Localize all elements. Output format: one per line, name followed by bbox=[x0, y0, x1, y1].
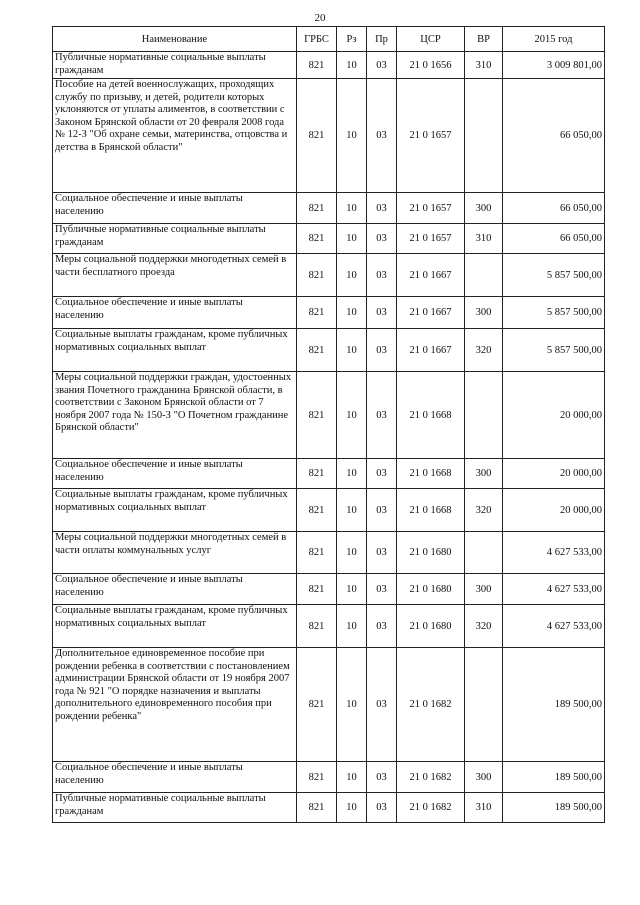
row-csr: 21 0 1657 bbox=[397, 193, 465, 224]
table-row bbox=[53, 762, 605, 793]
row-vr: 310 bbox=[465, 224, 503, 254]
header-rz: Рз bbox=[337, 27, 367, 52]
row-pr: 03 bbox=[367, 574, 397, 605]
row-csr: 21 0 1667 bbox=[397, 329, 465, 372]
row-pr: 03 bbox=[367, 532, 397, 574]
row-grbs: 821 bbox=[297, 193, 337, 224]
header-year: 2015 год bbox=[503, 27, 605, 52]
row-pr: 03 bbox=[367, 459, 397, 489]
row-grbs: 821 bbox=[297, 605, 337, 648]
row-rz: 10 bbox=[337, 793, 367, 823]
row-rz: 10 bbox=[337, 254, 367, 297]
row-pr: 03 bbox=[367, 793, 397, 823]
row-vr bbox=[465, 254, 503, 297]
row-name: Публичные нормативные социальные выплаты гражданам bbox=[53, 52, 297, 79]
row-rz: 10 bbox=[337, 762, 367, 793]
row-grbs: 821 bbox=[297, 52, 337, 79]
row-amount: 5 857 500,00 bbox=[503, 297, 605, 329]
row-grbs: 821 bbox=[297, 574, 337, 605]
row-vr: 300 bbox=[465, 459, 503, 489]
row-name: Публичные нормативные социальные выплаты гражданам bbox=[53, 793, 297, 823]
row-amount: 20 000,00 bbox=[503, 489, 605, 532]
row-csr: 21 0 1657 bbox=[397, 224, 465, 254]
row-vr: 300 bbox=[465, 193, 503, 224]
row-amount: 66 050,00 bbox=[503, 224, 605, 254]
row-name: Меры социальной поддержки граждан, удостоенных звания Почетного гражданина Брянской области, в соответствии с Законом Брянской области от 7 ноября 2007 года № 150-З "О Почетном гражданине Брянской области" bbox=[53, 372, 297, 459]
row-csr: 21 0 1680 bbox=[397, 574, 465, 605]
table-row bbox=[53, 459, 605, 489]
row-name: Социальные выплаты гражданам, кроме публичных нормативных социальных выплат bbox=[53, 605, 297, 648]
row-pr: 03 bbox=[367, 79, 397, 193]
row-csr: 21 0 1657 bbox=[397, 79, 465, 193]
row-pr: 03 bbox=[367, 762, 397, 793]
row-rz: 10 bbox=[337, 297, 367, 329]
header-vr: ВР bbox=[465, 27, 503, 52]
row-rz: 10 bbox=[337, 52, 367, 79]
row-csr: 21 0 1682 bbox=[397, 648, 465, 762]
row-amount: 189 500,00 bbox=[503, 762, 605, 793]
row-vr bbox=[465, 648, 503, 762]
row-vr: 300 bbox=[465, 297, 503, 329]
row-grbs: 821 bbox=[297, 489, 337, 532]
row-grbs: 821 bbox=[297, 329, 337, 372]
header-csr: ЦСР bbox=[397, 27, 465, 52]
row-grbs: 821 bbox=[297, 297, 337, 329]
row-pr: 03 bbox=[367, 372, 397, 459]
row-pr: 03 bbox=[367, 605, 397, 648]
row-name: Социальные выплаты гражданам, кроме публичных нормативных социальных выплат bbox=[53, 489, 297, 532]
row-pr: 03 bbox=[367, 224, 397, 254]
row-rz: 10 bbox=[337, 79, 367, 193]
row-name: Социальное обеспечение и иные выплаты населению bbox=[53, 297, 297, 329]
header-pr: Пр bbox=[367, 27, 397, 52]
row-vr: 320 bbox=[465, 605, 503, 648]
row-csr: 21 0 1668 bbox=[397, 489, 465, 532]
page-number: 20 bbox=[314, 12, 326, 24]
row-rz: 10 bbox=[337, 459, 367, 489]
row-pr: 03 bbox=[367, 329, 397, 372]
row-grbs: 821 bbox=[297, 793, 337, 823]
row-rz: 10 bbox=[337, 372, 367, 459]
row-rz: 10 bbox=[337, 193, 367, 224]
row-pr: 03 bbox=[367, 254, 397, 297]
row-grbs: 821 bbox=[297, 532, 337, 574]
table-row bbox=[53, 372, 605, 459]
row-csr: 21 0 1680 bbox=[397, 605, 465, 648]
row-name: Социальные выплаты гражданам, кроме публичных нормативных социальных выплат bbox=[53, 329, 297, 372]
row-name: Пособие на детей военнослужащих, проходящих службу по призыву, и детей, родители которых уклоняются от уплаты алиментов, в соответствии с Законом Брянской области от 20 февраля 2008 года № 12-З "Об охране семьи, материнства, отцовства и детства в Брянской области" bbox=[53, 79, 297, 193]
row-amount: 4 627 533,00 bbox=[503, 532, 605, 574]
row-vr: 320 bbox=[465, 329, 503, 372]
row-amount: 66 050,00 bbox=[503, 79, 605, 193]
table-row bbox=[53, 574, 605, 605]
table-row bbox=[53, 52, 605, 79]
row-vr: 300 bbox=[465, 762, 503, 793]
row-pr: 03 bbox=[367, 297, 397, 329]
row-vr: 310 bbox=[465, 793, 503, 823]
row-amount: 4 627 533,00 bbox=[503, 605, 605, 648]
row-name: Дополнительное единовременное пособие при рождении ребенка в соответствии с постановлением администрации Брянской области от 19 ноября 2007 года № 921 "О порядке назначения и выплаты дополнительного единовременного пособия при рождении ребенка" bbox=[53, 648, 297, 762]
row-csr: 21 0 1667 bbox=[397, 297, 465, 329]
row-amount: 4 627 533,00 bbox=[503, 574, 605, 605]
table-row bbox=[53, 329, 605, 372]
row-pr: 03 bbox=[367, 489, 397, 532]
row-rz: 10 bbox=[337, 648, 367, 762]
row-rz: 10 bbox=[337, 574, 367, 605]
row-grbs: 821 bbox=[297, 762, 337, 793]
row-csr: 21 0 1680 bbox=[397, 532, 465, 574]
table-row bbox=[53, 489, 605, 532]
row-csr: 21 0 1668 bbox=[397, 459, 465, 489]
row-name: Меры социальной поддержки многодетных семей в части бесплатного проезда bbox=[53, 254, 297, 297]
row-grbs: 821 bbox=[297, 254, 337, 297]
row-grbs: 821 bbox=[297, 459, 337, 489]
row-name: Социальное обеспечение и иные выплаты населению bbox=[53, 193, 297, 224]
row-csr: 21 0 1682 bbox=[397, 793, 465, 823]
row-name: Публичные нормативные социальные выплаты гражданам bbox=[53, 224, 297, 254]
row-pr: 03 bbox=[367, 52, 397, 79]
table-row bbox=[53, 254, 605, 297]
row-vr bbox=[465, 79, 503, 193]
row-name: Социальное обеспечение и иные выплаты населению bbox=[53, 762, 297, 793]
table-row bbox=[53, 193, 605, 224]
row-amount: 189 500,00 bbox=[503, 793, 605, 823]
table-row bbox=[53, 224, 605, 254]
header-grbs: ГРБС bbox=[297, 27, 337, 52]
row-rz: 10 bbox=[337, 329, 367, 372]
header-name: Наименование bbox=[53, 27, 297, 52]
row-amount: 20 000,00 bbox=[503, 372, 605, 459]
row-pr: 03 bbox=[367, 648, 397, 762]
row-rz: 10 bbox=[337, 605, 367, 648]
row-vr bbox=[465, 372, 503, 459]
row-name: Меры социальной поддержки многодетных семей в части оплаты коммунальных услуг bbox=[53, 532, 297, 574]
row-vr: 310 bbox=[465, 52, 503, 79]
row-vr: 300 bbox=[465, 574, 503, 605]
row-csr: 21 0 1656 bbox=[397, 52, 465, 79]
row-amount: 189 500,00 bbox=[503, 648, 605, 762]
table-row bbox=[53, 532, 605, 574]
table-row bbox=[53, 648, 605, 762]
row-amount: 5 857 500,00 bbox=[503, 329, 605, 372]
row-grbs: 821 bbox=[297, 648, 337, 762]
header-row bbox=[53, 27, 605, 52]
row-csr: 21 0 1667 bbox=[397, 254, 465, 297]
row-csr: 21 0 1668 bbox=[397, 372, 465, 459]
table-row bbox=[53, 793, 605, 823]
row-grbs: 821 bbox=[297, 224, 337, 254]
budget-table bbox=[52, 26, 605, 823]
row-amount: 3 009 801,00 bbox=[503, 52, 605, 79]
row-rz: 10 bbox=[337, 489, 367, 532]
row-vr bbox=[465, 532, 503, 574]
table-row bbox=[53, 79, 605, 193]
row-vr: 320 bbox=[465, 489, 503, 532]
table-row bbox=[53, 605, 605, 648]
table-body bbox=[53, 52, 605, 823]
row-name: Социальное обеспечение и иные выплаты населению bbox=[53, 459, 297, 489]
row-csr: 21 0 1682 bbox=[397, 762, 465, 793]
row-amount: 66 050,00 bbox=[503, 193, 605, 224]
row-rz: 10 bbox=[337, 224, 367, 254]
row-amount: 20 000,00 bbox=[503, 459, 605, 489]
table-row bbox=[53, 297, 605, 329]
row-name: Социальное обеспечение и иные выплаты населению bbox=[53, 574, 297, 605]
row-grbs: 821 bbox=[297, 79, 337, 193]
row-grbs: 821 bbox=[297, 372, 337, 459]
row-rz: 10 bbox=[337, 532, 367, 574]
row-amount: 5 857 500,00 bbox=[503, 254, 605, 297]
row-pr: 03 bbox=[367, 193, 397, 224]
